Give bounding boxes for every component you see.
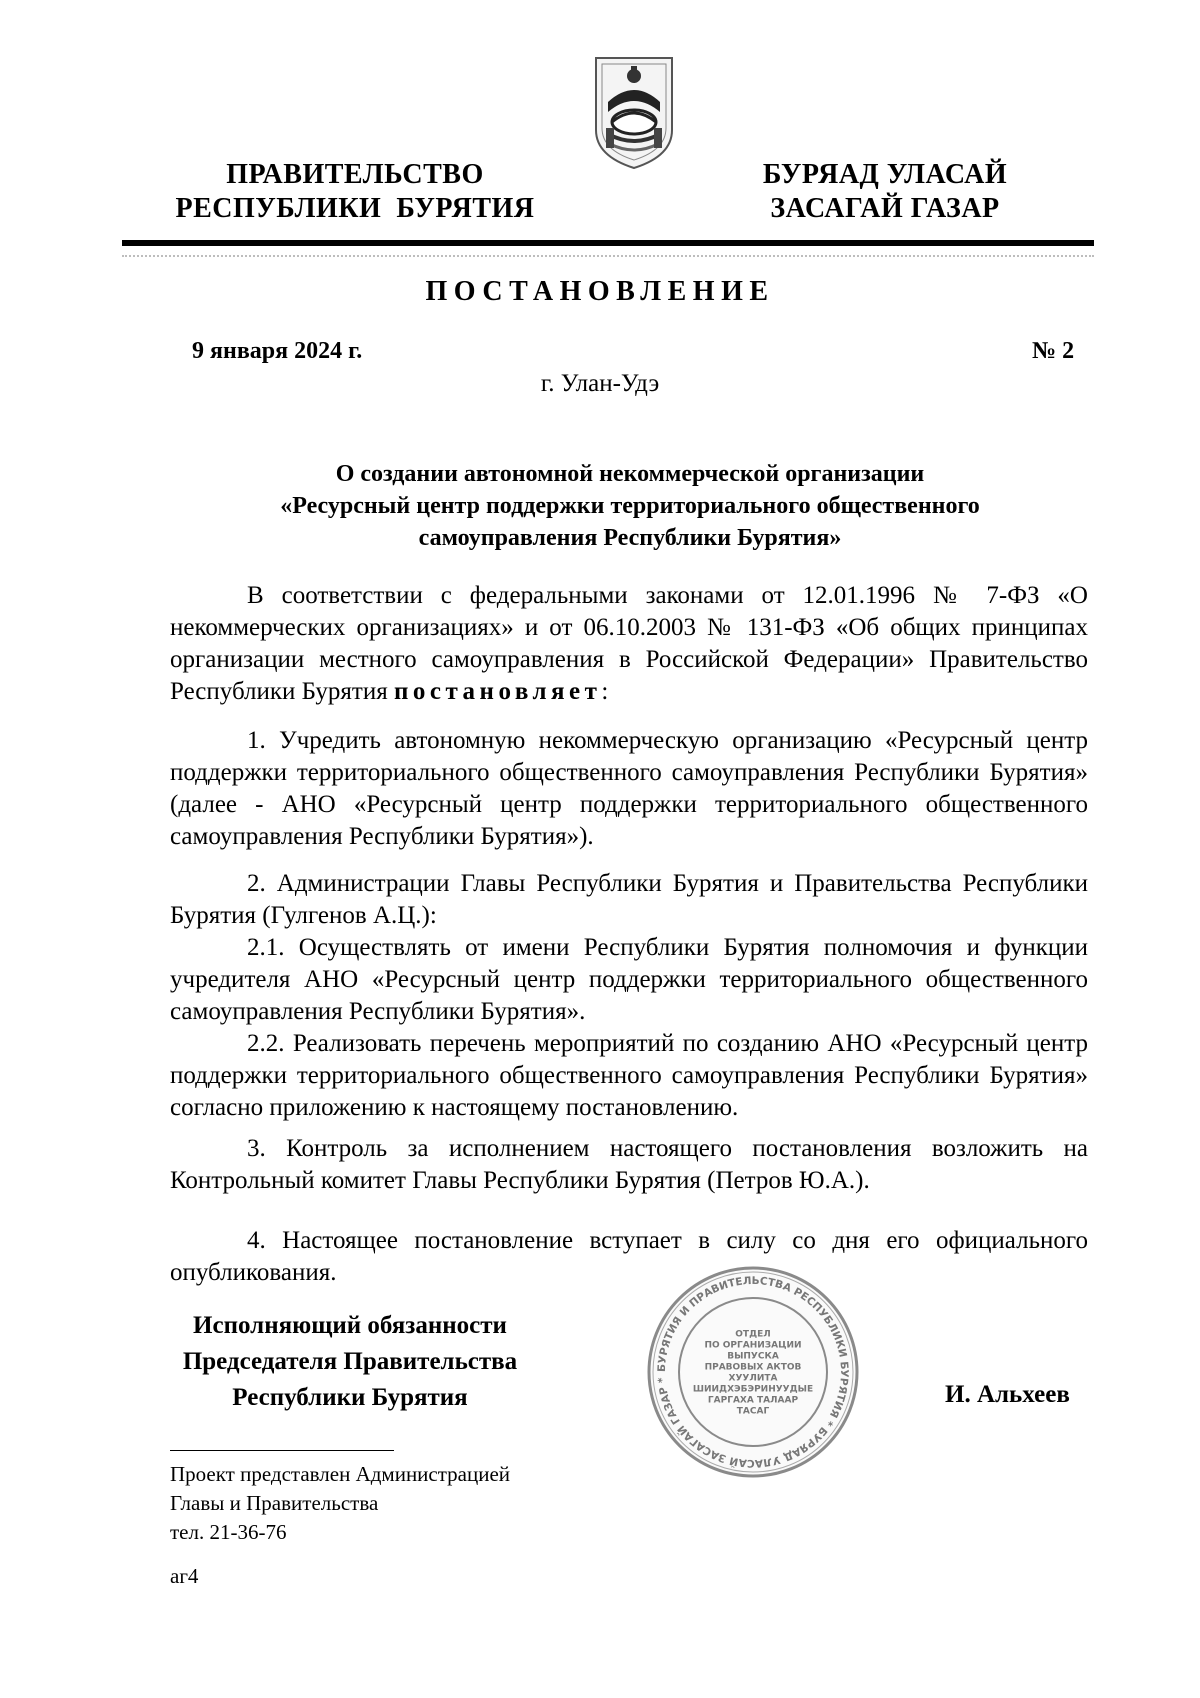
preamble-paragraph: [170, 580, 1088, 708]
document-date: 9 января 2024 г.: [192, 338, 363, 364]
item-1: 1. Учредить автономную некоммерческую организацию «Ресурсный центр поддержки территориального общественного самоуправления Республики Бурятия» (далее - АНО «Ресурсный центр поддержки территориального общественного самоуправления Республики Бурятия»).: [170, 727, 1088, 850]
footer-note-line2: Главы и Правительства: [170, 1491, 379, 1515]
item-4: 4. Настоящее постановление вступает в силу со дня его официального опубликования.: [170, 1227, 1088, 1286]
item-2: 2. Администрации Главы Республики Бурятия и Правительства Республики Бурятия (Гулгенов А.Ц.):: [170, 870, 1088, 929]
footer-note-line3: тел. 21-36-76: [170, 1520, 287, 1544]
official-seal: [643, 1262, 863, 1482]
footer-code: аг4: [170, 1564, 199, 1588]
document-type: ПОСТАНОВЛЕНИЕ: [425, 276, 775, 307]
preamble-colon: :: [601, 678, 609, 705]
signatory-name: И. Альхеев: [945, 1381, 1070, 1408]
signatory-title: [140, 1308, 560, 1416]
seal-center-line: ВЫПУСКА: [727, 1351, 779, 1362]
org-name-ru-line2: РЕСПУБЛИКИ БУРЯТИЯ: [175, 193, 535, 224]
seal-center-line: ПО ОРГАНИЗАЦИИ: [704, 1340, 802, 1351]
org-name-ru: [150, 158, 560, 226]
document-title-line1: О создании автономной некоммерческой организации: [335, 461, 925, 487]
document-title-line2: «Ресурсный центр поддержки территориального общественного: [280, 493, 980, 519]
item-2-1: 2.1. Осуществлять от имени Республики Бурятия полномочия и функции учредителя АНО «Ресурсный центр поддержки территориального общественного самоуправления Республики Бурятия».: [170, 934, 1088, 1025]
org-name-bua-line1: БУРЯАД УЛАСАЙ: [762, 159, 1008, 190]
document-title: [150, 458, 1110, 554]
seal-center-line: ХУУЛИТА: [728, 1373, 778, 1384]
document-number: № 2: [1032, 338, 1075, 364]
coat-of-arms-icon: [588, 52, 680, 172]
signatory-title-line2: Председателя Правительства: [182, 1348, 518, 1375]
document-title-line3: самоуправления Республики Бурятия»: [418, 525, 842, 551]
footer-rule: [170, 1450, 394, 1451]
seal-center-line: ШИИДХЭБЭРИНУУДЫЕ: [692, 1384, 814, 1395]
footer-note-line1: Проект представлен Администрацией: [170, 1462, 511, 1486]
seal-outer-text: БУРЯТИЯ И ПРАВИТЕЛЬСТВА РЕСПУБЛИКИ БУРЯТИЯ * БУРЯАД УЛАСАЙ ЗАСАГАЙ ГАЗАР *: [655, 1274, 851, 1470]
seal-center-line: ПРАВОВЫХ АКТОВ: [704, 1362, 802, 1373]
footer-note: [170, 1460, 510, 1547]
preamble-text: В соответствии с федеральными законами от 12.01.1996 № 7-ФЗ «О некоммерческих организациях» и от 06.10.2003 № 131-ФЗ «Об общих принципах организации местного самоуправления в Российской Федерации» Правительство Республики Бурятия: [170, 582, 1088, 705]
seal-center-line: ОТДЕЛ: [735, 1329, 771, 1340]
item-2-2: 2.2. Реализовать перечень мероприятий по созданию АНО «Ресурсный центр поддержки территориального общественного самоуправления Республики Бурятия» согласно приложению к настоящему постановлению.: [170, 1030, 1088, 1121]
signatory-title-line3: Республики Бурятия: [232, 1384, 468, 1411]
org-name-ru-line1: ПРАВИТЕЛЬСТВО: [226, 159, 484, 190]
signatory-title-line1: Исполняющий обязанности: [193, 1312, 507, 1339]
org-name-bua-line2: ЗАСАГАЙ ГАЗАР: [770, 193, 1000, 224]
item-2-block: [170, 868, 1088, 1124]
org-name-bua: [705, 158, 1065, 226]
decree-verb: постановляет: [393, 678, 602, 705]
item-3: 3. Контроль за исполнением настоящего постановления возложить на Контрольный комитет Главы Республики Бурятия (Петров Ю.А.).: [170, 1135, 1088, 1194]
header-rule-thin: [122, 255, 1094, 257]
header-rule-thick: [122, 240, 1094, 246]
seal-center-line: ТАСАГ: [736, 1406, 770, 1417]
seal-center-line: ГАРГАХА ТАЛААР: [707, 1395, 799, 1406]
document-city: г. Улан-Удэ: [540, 370, 660, 397]
